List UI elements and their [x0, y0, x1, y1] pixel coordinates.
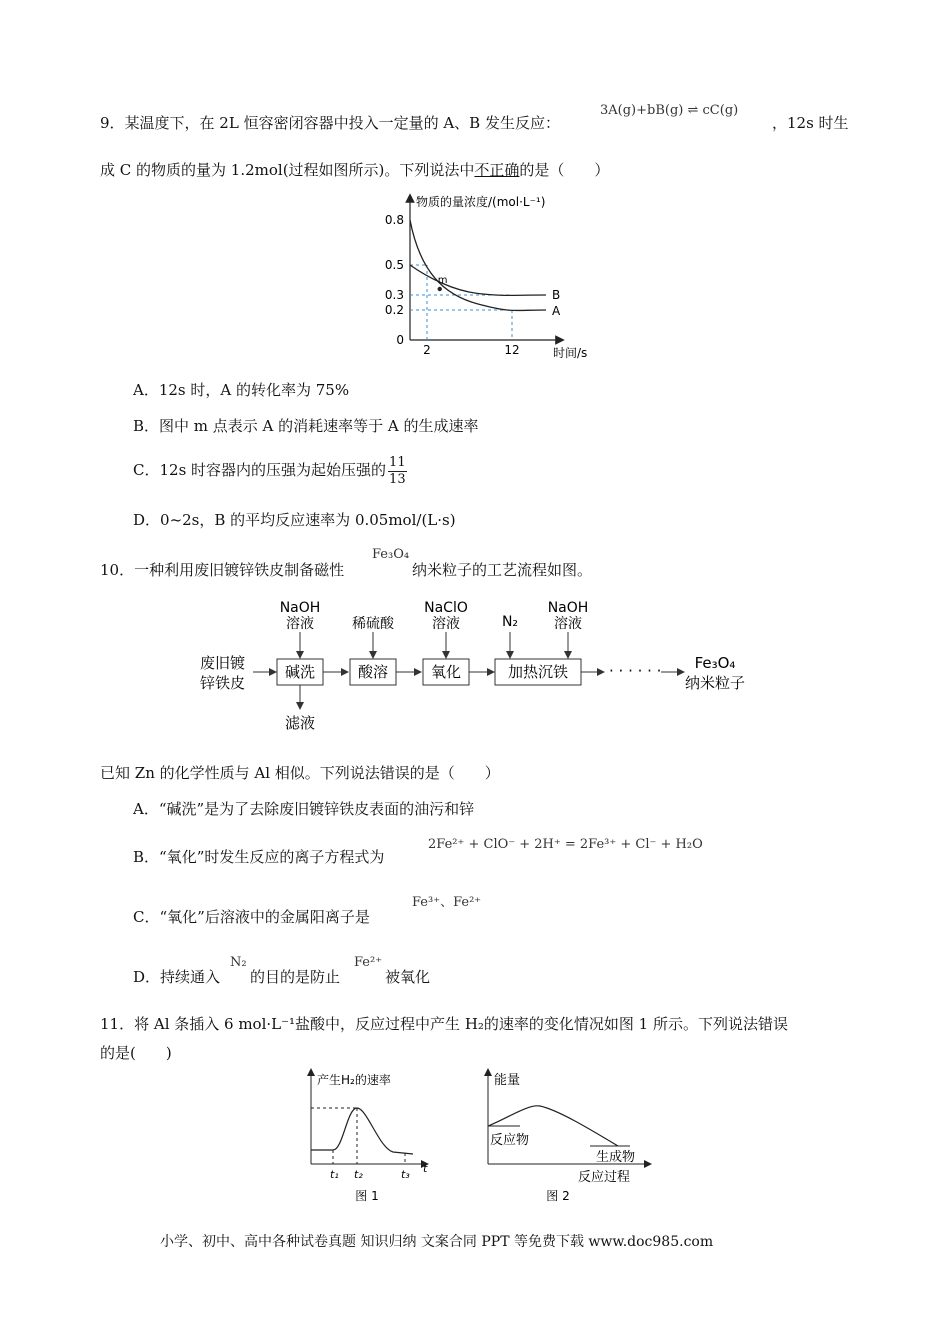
q10-known: 已知 Zn 的化学性质与 Al 相似。下列说法错误的是（ ）	[100, 764, 500, 782]
q9-option-c-fraction: $\frac{11}{13}$	[389, 454, 406, 487]
q10-step4-label: 加热沉铁	[507, 663, 569, 681]
q10-input3-line2: 溶液	[432, 616, 460, 632]
q11-fig1-caption: 图 1	[355, 1189, 379, 1203]
q10-end-line2: 纳米粒子	[684, 674, 746, 692]
q10-flowchart	[195, 596, 775, 736]
q10-start-line1: 废旧镀	[200, 654, 246, 672]
q11-fig2-reactant: 反应物	[490, 1133, 530, 1148]
q11-figure-2	[478, 1068, 658, 1208]
q9-intro: 9．某温度下，在 2L 恒容密闭容器中投入一定量的 A、B 发生反应：	[100, 114, 560, 132]
q9-point-m-label: m	[437, 275, 448, 286]
q10-step2-label: 酸溶	[357, 663, 389, 681]
q11-fig1-rate-curve	[311, 1108, 413, 1154]
q10-option-d: D．持续通入	[133, 968, 221, 986]
q9-option-a: A．12s 时，A 的转化率为 75%	[133, 381, 350, 399]
q11-fig1-t3: t₃	[401, 1168, 410, 1181]
q9-series-a-label: A	[552, 304, 561, 318]
q9-point-m	[438, 287, 442, 291]
q9-ytick-label: 0.3	[384, 288, 404, 302]
q9-intro-tail: ，12s 时生	[772, 114, 849, 132]
q9-xtick-label: 2	[423, 343, 431, 357]
q9-ytick-label: 0.5	[384, 258, 404, 272]
q10-option-b: B．“氧化”时发生反应的离子方程式为	[133, 848, 385, 866]
q10-option-d-tail: 被氧化	[385, 968, 431, 986]
q9-ytick-label: 0.2	[384, 303, 404, 317]
q9-option-b: B．图中 m 点表示 A 的消耗速率等于 A 的生成速率	[133, 417, 479, 435]
q9-xlabel: 时间/s	[553, 346, 588, 360]
q10-option-d-fe: Fe²⁺	[354, 955, 383, 970]
q10-start-line2: 锌铁皮	[200, 674, 246, 692]
q9-equation: 3A(g)+bB(g) ⇌ cC(g)	[600, 103, 739, 118]
q11-fig2-xlabel: 反应过程	[578, 1170, 631, 1185]
page-footer: 小学、初中、高中各种试卷真题 知识归纳 文案合同 PPT 等免费下载 www.doc985.com	[160, 1234, 714, 1250]
q10-option-a: A．“碱洗”是为了去除废旧镀锌铁皮表面的油污和锌	[133, 800, 475, 818]
q10-option-b-formula: 2Fe²⁺ + ClO⁻ + 2H⁺ = 2Fe³⁺ + Cl⁻ + H₂O	[428, 837, 703, 852]
q10-input3-line1: NaClO	[424, 600, 468, 616]
q9-xtick-label: 12	[504, 343, 520, 357]
q10-input1-line1: NaOH	[279, 600, 321, 616]
q9-ytick-label: 0.8	[384, 213, 404, 227]
q11-fig1-t2: t₂	[354, 1168, 363, 1181]
q10-option-d-n2: N₂	[230, 955, 247, 970]
q10-option-d-mid: 的目的是防止	[250, 968, 341, 986]
q10-filtrate: 滤液	[284, 714, 316, 732]
q9-line2: 成 C 的物质的量为 1.2mol(过程如图所示)。下列说法中不正确的是（ ）	[100, 161, 610, 179]
q11-fig1-t1: t₁	[330, 1168, 339, 1181]
q10-intro-formula: Fe₃O₄	[372, 547, 410, 562]
q10-input5-line1: NaOH	[547, 600, 589, 616]
q10-step3-label: 氧化	[430, 663, 462, 681]
q11-fig2-ylabel: 能量	[494, 1073, 521, 1088]
q9-series-b-label: B	[552, 288, 561, 302]
q10-input2: 稀硫酸	[352, 616, 394, 632]
q9-option-c: C．12s 时容器内的压强为起始压强的 $\frac{11}{13}$	[133, 454, 406, 487]
q11-fig2-caption: 图 2	[546, 1189, 570, 1203]
q10-step1-label: 碱洗	[284, 663, 316, 681]
q10-input4: N₂	[501, 614, 519, 630]
q11-fig1-ylabel: 产生H₂的速率	[317, 1073, 391, 1087]
q9-option-d: D．0~2s，B 的平均反应速率为 0.05mol/(L·s)	[133, 511, 456, 529]
q11-fig2-product: 生成物	[596, 1150, 636, 1165]
q10-intro: 10．一种利用废旧镀锌铁皮制备磁性	[100, 561, 345, 579]
q10-intro-tail: 纳米粒子的工艺流程如图。	[412, 561, 593, 579]
q9-chart	[360, 190, 620, 365]
q11-line2: 的是( )	[100, 1044, 172, 1062]
q11-figure-1	[295, 1068, 445, 1208]
q9-ylabel: 物质的量浓度/(mol·L⁻¹)	[416, 195, 546, 209]
q10-input5-line2: 溶液	[554, 616, 582, 632]
q9-series-b-line	[410, 265, 546, 295]
q10-option-c-formula: Fe³⁺、Fe²⁺	[412, 895, 482, 910]
q9-emphasis: 不正确	[474, 161, 520, 179]
q9-series-a-line	[410, 220, 546, 310]
q10-ellipsis: · · · · · ·	[609, 662, 662, 680]
q10-end-line1: Fe₃O₄	[694, 654, 736, 672]
q10-input1-line2: 溶液	[286, 616, 314, 632]
q9-ytick-label: 0	[396, 333, 404, 347]
q11-fig1-xaxis: t	[423, 1162, 428, 1175]
q10-option-c: C．“氧化”后溶液中的金属阳离子是	[133, 908, 370, 926]
q11-line1: 11．将 Al 条插入 6 mol·L⁻¹盐酸中，反应过程中产生 H₂的速率的变化情况如图 1 所示。下列说法错误	[100, 1015, 788, 1033]
